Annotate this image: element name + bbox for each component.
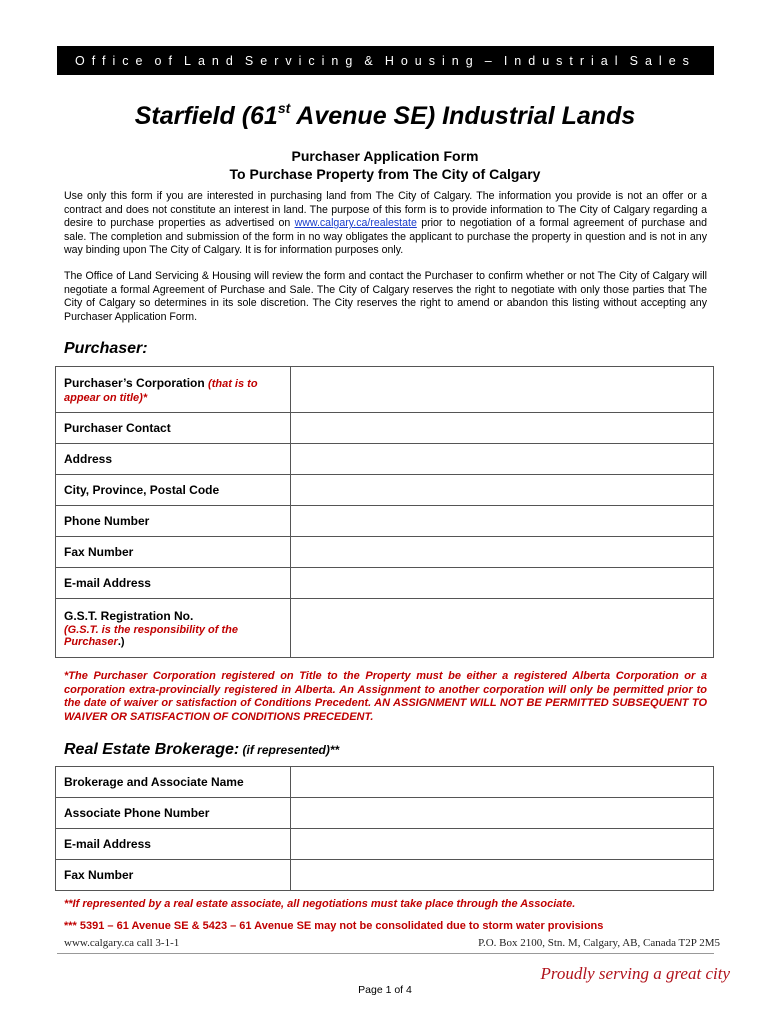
banner-word: Housing	[384, 53, 480, 68]
purchaser-corporation-field[interactable]	[291, 367, 714, 413]
brokerage-fax-field[interactable]	[291, 860, 714, 891]
purchaser-contact-field[interactable]	[291, 413, 714, 444]
brokerage-email-label: E-mail Address	[56, 829, 291, 860]
heading-note: (if represented)**	[239, 743, 340, 757]
banner-word: Servicing	[244, 53, 360, 68]
gst-note-end: .)	[117, 635, 125, 648]
purchaser-corporation-label	[56, 367, 291, 413]
subtitle-line-2: To Purchase Property from The City of Calgary	[229, 166, 541, 182]
intro-text: Use only this form if you are interested in purchasing land from The City of Calgary. The information you provide is not an offer or a contract and does not constitute an interest in land. The purpose of this form is to provide information to The City of Calgary regarding a desire to purchase properties as advertised on	[64, 190, 707, 229]
associate-phone-label: Associate Phone Number	[56, 798, 291, 829]
brokerage-email-field[interactable]	[291, 829, 714, 860]
lots-consolidation-note: *** 5391 – 61 Avenue SE & 5423 – 61 Avenue SE may not be consolidated due to storm water provisions	[64, 920, 604, 932]
city-province-postal-field[interactable]	[291, 475, 714, 506]
header-banner	[57, 46, 714, 75]
purchaser-corporation-note: *The Purchaser Corporation registered on Title to the Property must be either a registered Alberta Corporation or a corporation extra-provincially registered in Alberta. An Assignment to another corporation will only be permitted prior to the date of waiver or satisfaction of Conditions Precedent. AN ASSIGNMENT WILL NOT BE PERMITTED SUBSEQUENT TO WAIVER OR SATISFACTION OF CONDITIONS PRECEDENT.	[64, 670, 707, 723]
phone-number-field[interactable]	[291, 506, 714, 537]
label-text: Purchaser’s Corporation	[64, 375, 209, 390]
fax-number-label: Fax Number	[56, 537, 291, 568]
phone-number-label: Phone Number	[56, 506, 291, 537]
gst-registration-field[interactable]	[291, 599, 714, 658]
footer-divider	[57, 953, 714, 954]
footer-tagline: Proudly serving a great city	[540, 964, 730, 983]
brokerage-fax-label: Fax Number	[56, 860, 291, 891]
footer-address: P.O. Box 2100, Stn. M, Calgary, AB, Canada T2P 2M5	[478, 937, 720, 949]
gst-note-text: (G.S.T. is the responsibility of the Purchaser	[64, 623, 238, 648]
gst-registration-label	[56, 599, 291, 658]
banner-word: Industrial	[503, 53, 625, 68]
purchaser-heading: Purchaser:	[64, 340, 148, 357]
fax-number-field[interactable]	[291, 537, 714, 568]
intro-paragraph-1	[64, 190, 707, 258]
purchaser-table	[55, 366, 714, 658]
purchaser-contact-label: Purchaser Contact	[56, 413, 291, 444]
address-label: Address	[56, 444, 291, 475]
title-text: Starfield (61	[134, 102, 278, 130]
banner-word: –	[484, 53, 499, 68]
realestate-link[interactable]: www.calgary.ca/realestate	[294, 217, 417, 229]
address-field[interactable]	[291, 444, 714, 475]
email-address-label: E-mail Address	[56, 568, 291, 599]
banner-word: &	[364, 53, 380, 68]
gst-note	[64, 624, 282, 648]
brokerage-heading	[64, 741, 339, 759]
heading-text: Real Estate Brokerage:	[64, 741, 240, 758]
brokerage-associate-name-label: Brokerage and Associate Name	[56, 767, 291, 798]
banner-word: Office	[75, 53, 150, 68]
intro-paragraph-2: The Office of Land Servicing & Housing will review the form and contact the Purchaser to confirm whether or not The City of Calgary will negotiate a formal Agreement of Purchase and Sale. The City of Calgary reserves the right to negotiate with only those parties that The City of Calgary so determines in its sole discretion. The City reserves the right to amend or abandon this listing without accepting any Purchaser Application Form.	[64, 270, 707, 323]
brokerage-table	[55, 766, 714, 891]
city-province-postal-label: City, Province, Postal Code	[56, 475, 291, 506]
title-text-rest: Avenue SE) Industrial Lands	[290, 102, 636, 130]
title-superscript: st	[277, 100, 291, 116]
label-text: G.S.T. Registration No.	[64, 608, 194, 623]
banner-word: Sales	[629, 53, 696, 68]
subtitle-line-1: Purchaser Application Form	[291, 148, 479, 164]
brokerage-associate-name-field[interactable]	[291, 767, 714, 798]
intro-text-rest: prior to negotiation of a formal agreement of purchase and sale. The completion and submission of the form in no way obligates the applicant to purchase the property in question and is not in any way binding upon The City of Calgary. It is for information purposes only.	[64, 217, 707, 256]
document-title	[0, 100, 770, 131]
brokerage-note: **If represented by a real estate associate, all negotiations must take place through the Associate.	[64, 898, 576, 910]
banner-word: of	[154, 53, 179, 68]
email-address-field[interactable]	[291, 568, 714, 599]
footer-website: www.calgary.ca call 3-1-1	[64, 937, 180, 949]
corp-note: (that is to appear on title)*	[64, 377, 258, 404]
associate-phone-field[interactable]	[291, 798, 714, 829]
page-number: Page 1 of 4	[358, 984, 412, 996]
banner-word: Land	[184, 53, 240, 68]
